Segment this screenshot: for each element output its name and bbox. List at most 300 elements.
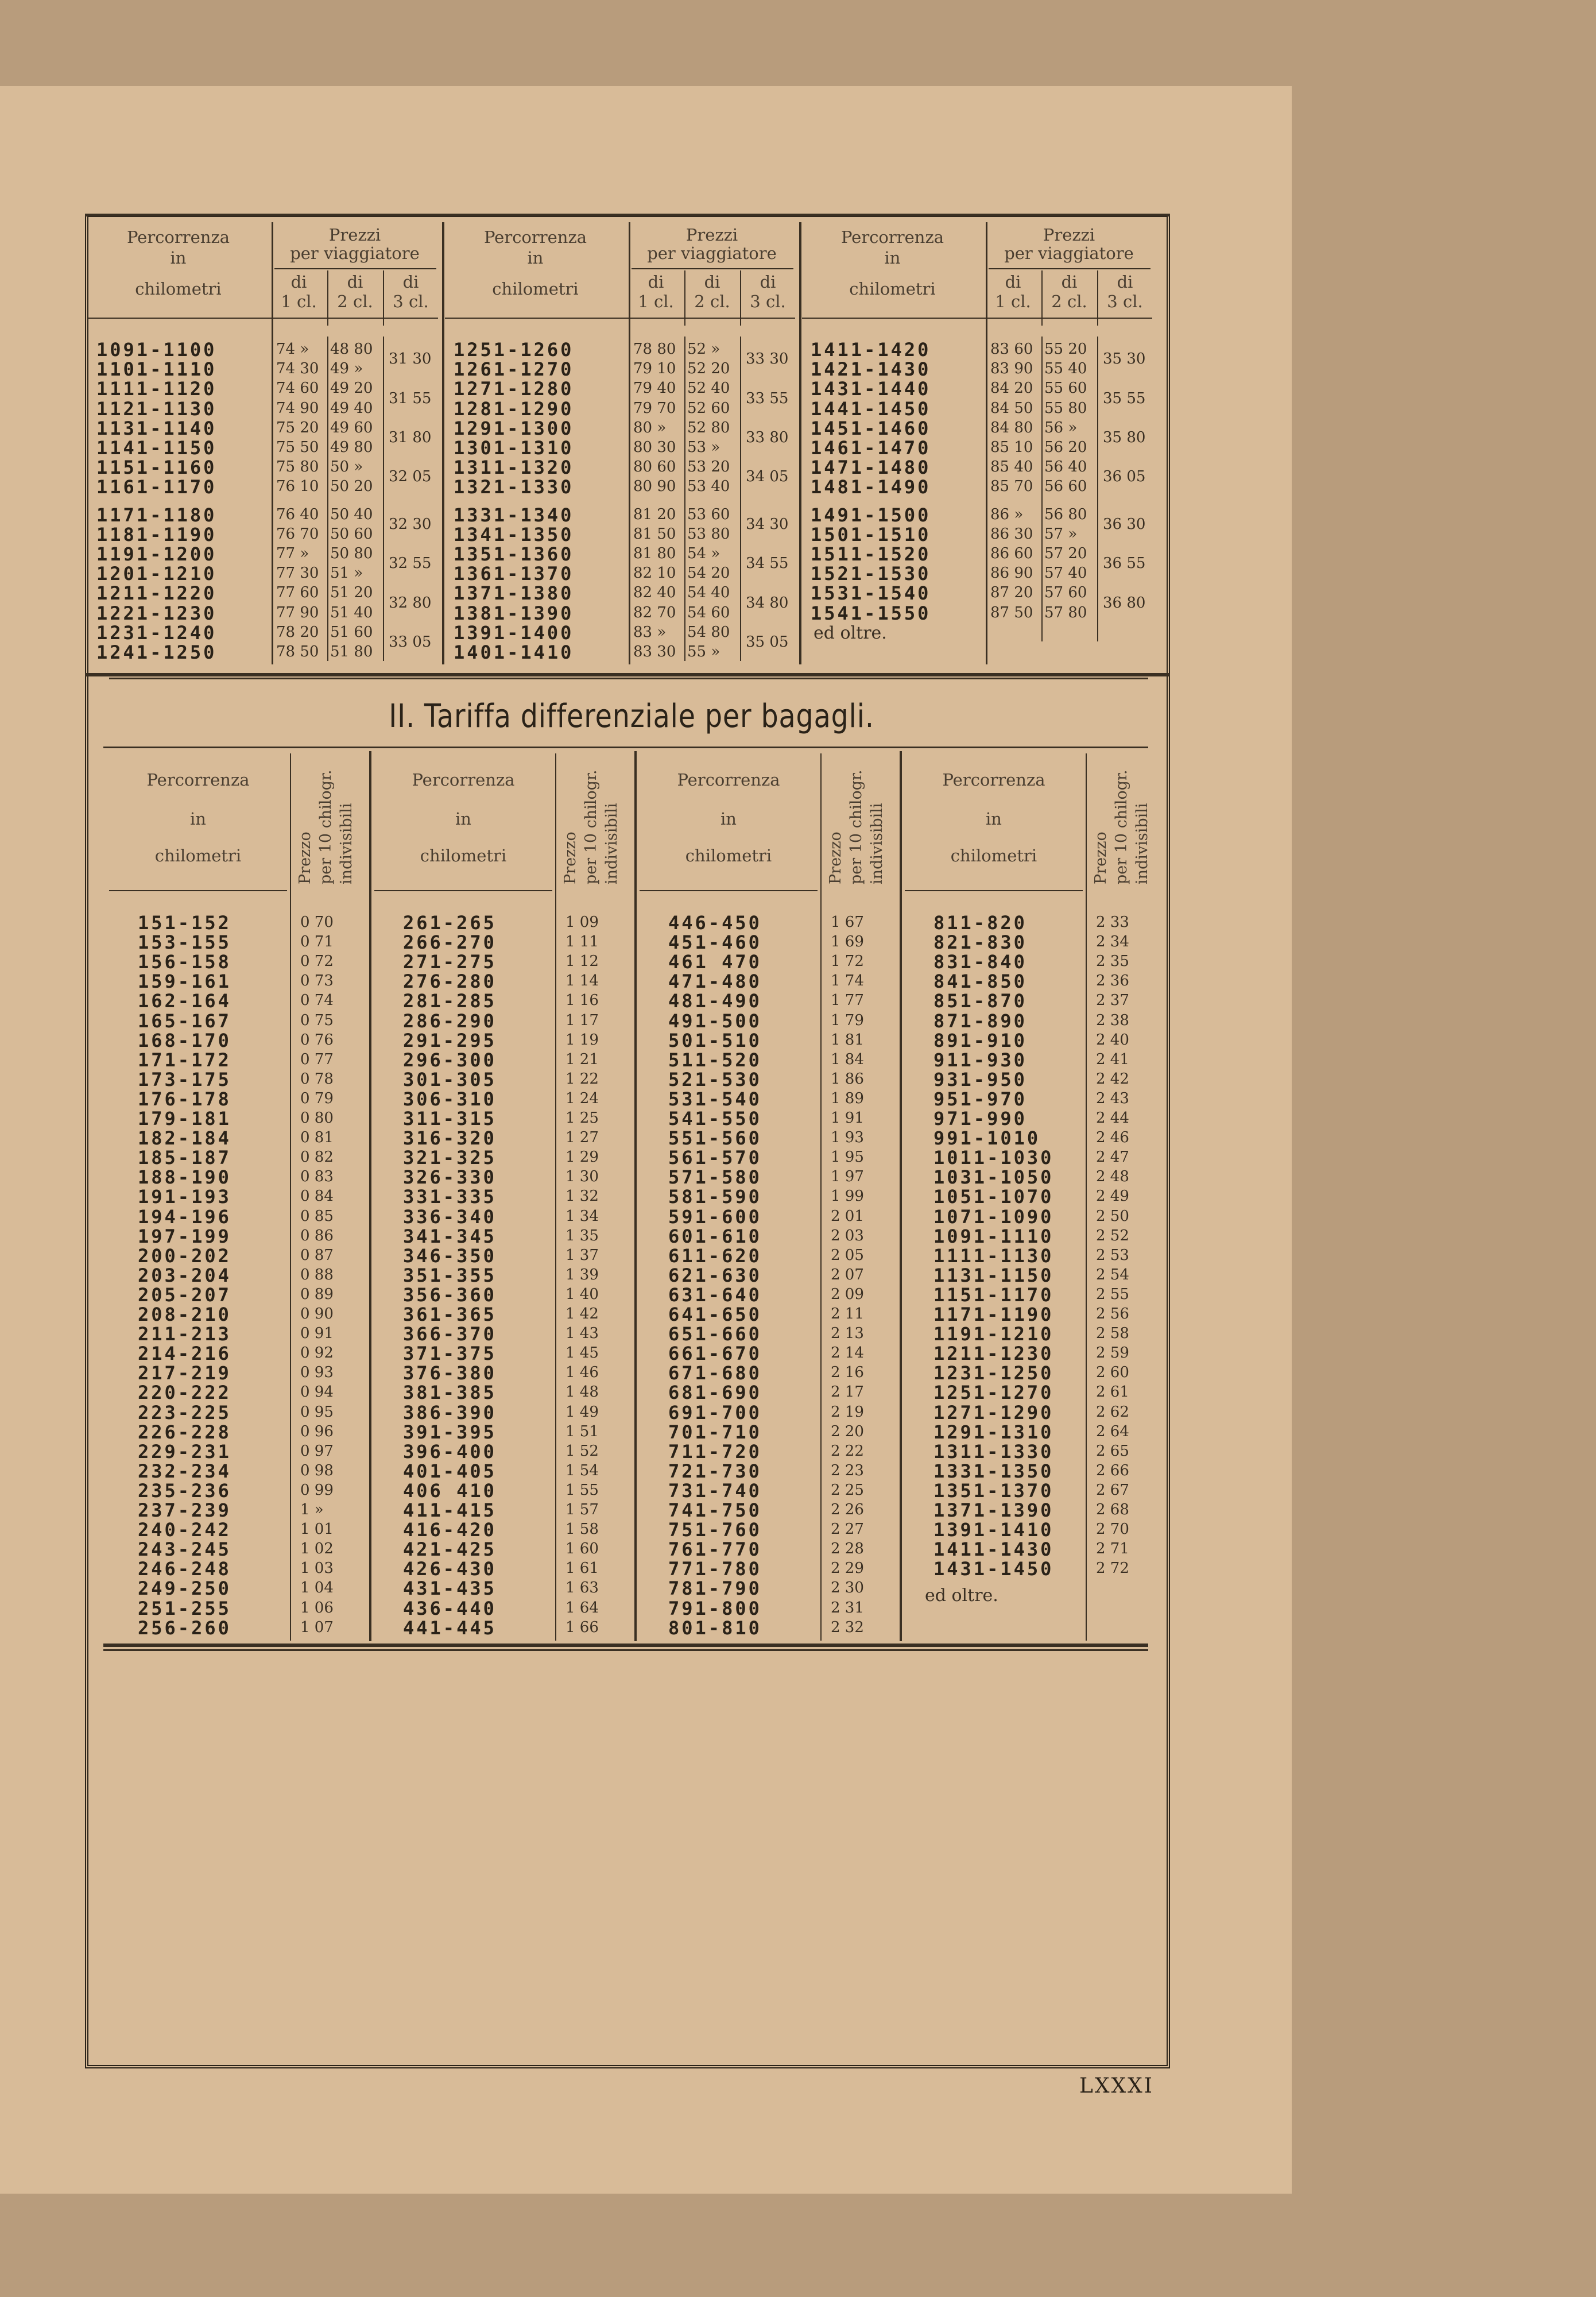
row-km-range: 1211-1220 bbox=[96, 582, 217, 605]
row-price: 2 29 bbox=[831, 1560, 864, 1577]
row-price-1cl: 77 » bbox=[276, 545, 309, 562]
row-price-1cl: 80 30 bbox=[633, 439, 676, 456]
row-price: 2 53 bbox=[1096, 1246, 1129, 1264]
row-price: 1 43 bbox=[565, 1325, 599, 1343]
row-price: 1 69 bbox=[831, 933, 864, 951]
row-price: 2 34 bbox=[1096, 933, 1129, 951]
row-price-3cl: 31 80 bbox=[389, 428, 432, 446]
row-km-range: 1261-1270 bbox=[454, 358, 574, 381]
row-km-range: 651-660 bbox=[668, 1323, 762, 1345]
row-price-1cl: 77 30 bbox=[276, 564, 319, 582]
row-price-3cl: 36 05 bbox=[1103, 468, 1146, 486]
row-price-2cl: 50 80 bbox=[330, 545, 373, 562]
row-price: 0 98 bbox=[300, 1461, 334, 1479]
row-price: 2 43 bbox=[1096, 1089, 1129, 1107]
row-price: 2 62 bbox=[1096, 1403, 1129, 1421]
header-in: in bbox=[884, 248, 901, 268]
row-km-range: 316-320 bbox=[403, 1127, 497, 1150]
row-price-2cl: 49 80 bbox=[330, 439, 373, 456]
row-km-range: 406 410 bbox=[403, 1479, 497, 1502]
row-price-1cl: 83 » bbox=[633, 623, 667, 641]
row-price-2cl: 52 40 bbox=[687, 380, 730, 397]
row-km-range: 1391-1400 bbox=[454, 621, 574, 644]
row-km-range: 521-530 bbox=[668, 1068, 762, 1091]
row-km-range: 256-260 bbox=[138, 1617, 231, 1639]
row-km-range: 1491-1500 bbox=[811, 504, 931, 526]
row-price-1cl: 84 50 bbox=[990, 399, 1033, 417]
row-price-2cl: 54 » bbox=[687, 545, 720, 562]
row-price: 0 96 bbox=[300, 1422, 334, 1440]
row-km-range: 591-600 bbox=[668, 1205, 762, 1228]
row-km-range: 1131-1150 bbox=[933, 1264, 1054, 1286]
header-di: di bbox=[704, 272, 720, 292]
header-class-3: 3 cl. bbox=[1107, 292, 1143, 311]
row-price: 1 91 bbox=[831, 1109, 864, 1127]
row-km-range: 1501-1510 bbox=[811, 523, 931, 546]
row-price: 0 82 bbox=[300, 1148, 334, 1166]
row-price: 2 11 bbox=[831, 1305, 864, 1322]
row-km-range: 1311-1330 bbox=[933, 1440, 1054, 1463]
row-km-range: 1111-1120 bbox=[96, 378, 217, 400]
row-price: 1 72 bbox=[831, 953, 864, 970]
row-price: 1 84 bbox=[831, 1050, 864, 1068]
header-per-10-chilogr: per 10 chilogr. bbox=[847, 769, 865, 884]
row-price: 1 67 bbox=[831, 914, 864, 931]
row-price-1cl: 84 80 bbox=[990, 419, 1033, 436]
row-price-2cl: 49 40 bbox=[330, 399, 373, 417]
row-km-range: 165-167 bbox=[138, 1010, 231, 1032]
row-km-range: 781-790 bbox=[668, 1577, 762, 1600]
row-km-range: 471-480 bbox=[668, 970, 762, 993]
row-km-range: 1291-1300 bbox=[454, 417, 574, 439]
row-km-range: 276-280 bbox=[403, 970, 497, 993]
block-divider bbox=[900, 751, 902, 1641]
row-price-3cl: 36 80 bbox=[1103, 594, 1146, 612]
row-price: 1 52 bbox=[565, 1442, 599, 1460]
row-price-3cl: 34 55 bbox=[746, 555, 789, 573]
header-di: di bbox=[1005, 272, 1021, 292]
row-price: 1 25 bbox=[565, 1109, 599, 1127]
row-price: 2 55 bbox=[1096, 1285, 1129, 1303]
header-prezzi: Prezzi bbox=[328, 225, 381, 245]
header-di: di bbox=[402, 272, 419, 292]
row-km-range: 1181-1190 bbox=[96, 523, 217, 546]
header-per-10-chilogr: per 10 chilogr. bbox=[317, 769, 335, 884]
row-price: 1 34 bbox=[565, 1207, 599, 1225]
row-km-range: 366-370 bbox=[403, 1323, 497, 1345]
row-price-1cl: 86 30 bbox=[990, 525, 1033, 543]
row-price: 2 72 bbox=[1096, 1560, 1129, 1577]
row-price: 2 44 bbox=[1096, 1109, 1129, 1127]
row-km-range: 1231-1240 bbox=[96, 621, 217, 644]
row-price-2cl: 56 80 bbox=[1044, 505, 1087, 523]
row-price: 2 41 bbox=[1096, 1050, 1129, 1068]
row-price: 2 66 bbox=[1096, 1461, 1129, 1479]
row-price-2cl: 54 60 bbox=[687, 604, 730, 621]
row-km-range: 441-445 bbox=[403, 1617, 497, 1639]
row-price: 1 21 bbox=[565, 1050, 599, 1068]
row-price: 0 74 bbox=[300, 992, 334, 1010]
row-km-range: 1091-1110 bbox=[933, 1225, 1054, 1247]
row-price-1cl: 78 50 bbox=[276, 643, 319, 660]
row-price: 2 20 bbox=[831, 1422, 864, 1440]
row-price-1cl: 78 20 bbox=[276, 623, 319, 641]
row-price-1cl: 74 60 bbox=[276, 380, 319, 397]
row-km-range: 1321-1330 bbox=[454, 476, 574, 498]
row-km-range: 911-930 bbox=[933, 1049, 1027, 1071]
row-km-range: 1091-1100 bbox=[96, 339, 217, 361]
row-km-range: 811-820 bbox=[933, 912, 1027, 934]
row-km-range: 411-415 bbox=[403, 1499, 497, 1521]
header-indivisibili: indivisibili bbox=[603, 803, 621, 884]
row-km-range: 761-770 bbox=[668, 1538, 762, 1561]
row-price: 0 77 bbox=[300, 1050, 334, 1068]
row-km-range: 581-590 bbox=[668, 1186, 762, 1208]
header-per-10-chilogr: per 10 chilogr. bbox=[582, 769, 600, 884]
row-price: 1 79 bbox=[831, 1011, 864, 1029]
row-km-range: 621-630 bbox=[668, 1264, 762, 1286]
row-km-range: 1301-1310 bbox=[454, 437, 574, 459]
row-km-range: 311-315 bbox=[403, 1108, 497, 1130]
row-price: 2 07 bbox=[831, 1266, 864, 1283]
header-prezzi: Prezzi bbox=[1043, 225, 1095, 245]
row-km-range: 1331-1340 bbox=[454, 504, 574, 526]
row-price: 2 59 bbox=[1096, 1344, 1129, 1362]
row-price: 2 68 bbox=[1096, 1501, 1129, 1518]
row-price: 2 35 bbox=[1096, 953, 1129, 970]
row-price-1cl: 74 90 bbox=[276, 399, 319, 417]
header-di: di bbox=[760, 272, 776, 292]
row-km-range: 551-560 bbox=[668, 1127, 762, 1150]
row-price-2cl: 52 80 bbox=[687, 419, 730, 436]
row-price: 2 58 bbox=[1096, 1325, 1129, 1343]
header-chilometri: chilometri bbox=[135, 279, 222, 299]
row-price-3cl: 35 30 bbox=[1103, 350, 1146, 368]
row-price: 1 64 bbox=[565, 1599, 599, 1617]
row-km-range: 286-290 bbox=[403, 1010, 497, 1032]
header-bottom-rule bbox=[905, 890, 1083, 891]
page-number: LXXXI bbox=[1079, 2074, 1155, 2098]
row-price-2cl: 51 » bbox=[330, 564, 363, 582]
row-price: 2 46 bbox=[1096, 1129, 1129, 1147]
row-price: 1 40 bbox=[565, 1285, 599, 1303]
row-price-2cl: 55 60 bbox=[1044, 380, 1087, 397]
row-km-range: 261-265 bbox=[403, 912, 497, 934]
row-price-1cl: 75 80 bbox=[276, 458, 319, 476]
row-km-range: 151-152 bbox=[138, 912, 231, 934]
row-km-range: 871-890 bbox=[933, 1010, 1027, 1032]
row-km-range: 232-234 bbox=[138, 1460, 231, 1482]
row-km-range: 1441-1450 bbox=[811, 397, 931, 420]
header-percorrenza: Percorrenza bbox=[483, 227, 587, 247]
row-km-range: 511-520 bbox=[668, 1049, 762, 1071]
row-km-range: 171-172 bbox=[138, 1049, 231, 1071]
row-price: 0 79 bbox=[300, 1089, 334, 1107]
row-ed-oltre: ed oltre. bbox=[925, 1586, 998, 1606]
row-price-1cl: 76 40 bbox=[276, 505, 319, 523]
row-price-2cl: 52 20 bbox=[687, 360, 730, 378]
row-price: 2 40 bbox=[1096, 1031, 1129, 1049]
header-di: di bbox=[1061, 272, 1078, 292]
row-price: 1 29 bbox=[565, 1148, 599, 1166]
row-price: 1 04 bbox=[300, 1579, 334, 1597]
row-km-range: 391-395 bbox=[403, 1421, 497, 1443]
row-km-range: 451-460 bbox=[668, 931, 762, 954]
row-price: 1 66 bbox=[565, 1618, 599, 1636]
header-di: di bbox=[290, 272, 307, 292]
row-km-range: 229-231 bbox=[138, 1440, 231, 1463]
row-price-1cl: 82 10 bbox=[633, 564, 676, 582]
row-price: 2 60 bbox=[1096, 1364, 1129, 1382]
row-price: 0 83 bbox=[300, 1168, 334, 1186]
row-price: 2 27 bbox=[831, 1521, 864, 1538]
row-price: 1 07 bbox=[300, 1618, 334, 1636]
row-km-range: 1411-1430 bbox=[933, 1538, 1054, 1561]
row-price: 2 28 bbox=[831, 1540, 864, 1558]
row-price: 0 78 bbox=[300, 1070, 334, 1088]
row-km-range: 691-700 bbox=[668, 1401, 762, 1424]
row-km-range: 1341-1350 bbox=[454, 523, 574, 546]
row-km-range: 971-990 bbox=[933, 1108, 1027, 1130]
row-price: 0 92 bbox=[300, 1344, 334, 1362]
row-price-2cl: 55 » bbox=[687, 643, 720, 660]
row-km-range: 205-207 bbox=[138, 1283, 231, 1306]
row-price: 2 65 bbox=[1096, 1442, 1129, 1460]
row-km-range: 191-193 bbox=[138, 1186, 231, 1208]
header-in: in bbox=[986, 809, 1002, 829]
row-km-range: 1391-1410 bbox=[933, 1519, 1054, 1541]
row-price-2cl: 56 » bbox=[1044, 419, 1078, 436]
row-price-2cl: 51 60 bbox=[330, 623, 373, 641]
row-km-range: 235-236 bbox=[138, 1479, 231, 1502]
row-price: 0 93 bbox=[300, 1364, 334, 1382]
header-class-1: 1 cl. bbox=[995, 292, 1031, 311]
row-km-range: 801-810 bbox=[668, 1617, 762, 1639]
header-di: di bbox=[648, 272, 664, 292]
row-price: 1 17 bbox=[565, 1011, 599, 1029]
row-price-2cl: 54 40 bbox=[687, 584, 730, 602]
row-price: 2 50 bbox=[1096, 1207, 1129, 1225]
row-km-range: 1361-1370 bbox=[454, 563, 574, 585]
row-km-range: 1451-1460 bbox=[811, 417, 931, 439]
row-price-1cl: 87 20 bbox=[990, 584, 1033, 602]
row-price: 0 76 bbox=[300, 1031, 334, 1049]
row-km-range: 243-245 bbox=[138, 1538, 231, 1561]
row-price-2cl: 52 » bbox=[687, 341, 720, 358]
header-chilometri: chilometri bbox=[950, 846, 1037, 865]
row-km-range: 601-610 bbox=[668, 1225, 762, 1247]
row-price-1cl: 83 30 bbox=[633, 643, 676, 660]
row-km-range: 226-228 bbox=[138, 1421, 231, 1443]
row-km-range: 376-380 bbox=[403, 1362, 497, 1385]
row-price-1cl: 85 10 bbox=[990, 439, 1033, 456]
row-price-3cl: 35 80 bbox=[1103, 428, 1146, 446]
row-price: 1 86 bbox=[831, 1070, 864, 1088]
row-km-range: 841-850 bbox=[933, 970, 1027, 993]
row-price-2cl: 51 20 bbox=[330, 584, 373, 602]
row-km-range: 203-204 bbox=[138, 1264, 231, 1286]
row-price: 0 85 bbox=[300, 1207, 334, 1225]
row-km-range: 1131-1140 bbox=[96, 417, 217, 439]
row-price: 2 48 bbox=[1096, 1168, 1129, 1186]
row-price-1cl: 83 60 bbox=[990, 341, 1033, 358]
row-km-range: 246-248 bbox=[138, 1558, 231, 1580]
row-price: 1 51 bbox=[565, 1422, 599, 1440]
row-price: 1 55 bbox=[565, 1481, 599, 1499]
header-bottom-rule bbox=[374, 890, 552, 891]
row-price: 2 31 bbox=[831, 1599, 864, 1617]
row-price: 1 37 bbox=[565, 1246, 599, 1264]
row-price: 1 46 bbox=[565, 1364, 599, 1382]
row-price: 2 09 bbox=[831, 1285, 864, 1303]
header-class-1: 1 cl. bbox=[281, 292, 317, 311]
row-km-range: 481-490 bbox=[668, 990, 762, 1012]
header-chilometri: chilometri bbox=[420, 846, 507, 865]
row-price-1cl: 77 60 bbox=[276, 584, 319, 602]
row-km-range: 851-870 bbox=[933, 990, 1027, 1012]
row-price-2cl: 57 80 bbox=[1044, 604, 1087, 621]
row-km-range: 741-750 bbox=[668, 1499, 762, 1521]
header-percorrenza: Percorrenza bbox=[126, 227, 230, 247]
row-km-range: 531-540 bbox=[668, 1088, 762, 1110]
row-price: 2 52 bbox=[1096, 1227, 1129, 1244]
row-price-1cl: 76 10 bbox=[276, 478, 319, 496]
row-price-3cl: 31 55 bbox=[389, 389, 432, 407]
row-km-range: 1531-1540 bbox=[811, 582, 931, 605]
row-price-3cl: 34 80 bbox=[746, 594, 789, 612]
row-km-range: 1191-1200 bbox=[96, 543, 217, 565]
row-price-3cl: 34 30 bbox=[746, 515, 789, 533]
header-percorrenza: Percorrenza bbox=[840, 227, 944, 247]
row-price: 1 » bbox=[300, 1501, 324, 1518]
row-price-1cl: 83 90 bbox=[990, 360, 1033, 378]
row-price-1cl: 74 30 bbox=[276, 360, 319, 378]
row-price: 1 14 bbox=[565, 972, 599, 990]
row-price-2cl: 56 40 bbox=[1044, 458, 1087, 476]
row-km-range: 217-219 bbox=[138, 1362, 231, 1385]
header-di: di bbox=[1117, 272, 1133, 292]
row-price-1cl: 84 20 bbox=[990, 380, 1033, 397]
row-km-range: 386-390 bbox=[403, 1401, 497, 1424]
row-price: 1 42 bbox=[565, 1305, 599, 1322]
row-km-range: 1271-1290 bbox=[933, 1401, 1054, 1424]
row-km-range: 356-360 bbox=[403, 1283, 497, 1306]
row-price: 2 38 bbox=[1096, 1011, 1129, 1029]
row-km-range: 336-340 bbox=[403, 1205, 497, 1228]
row-km-range: 446-450 bbox=[668, 912, 762, 934]
row-km-range: 159-161 bbox=[138, 970, 231, 993]
row-price: 1 06 bbox=[300, 1599, 334, 1617]
row-km-range: 371-375 bbox=[403, 1343, 497, 1365]
row-price-2cl: 55 40 bbox=[1044, 360, 1087, 378]
row-price: 1 60 bbox=[565, 1540, 599, 1558]
row-km-range: 991-1010 bbox=[933, 1127, 1041, 1150]
row-km-range: 1371-1380 bbox=[454, 582, 574, 605]
row-km-range: 223-225 bbox=[138, 1401, 231, 1424]
row-price: 0 71 bbox=[300, 933, 334, 951]
header-per-viaggiatore: per viaggiatore bbox=[1004, 243, 1134, 263]
header-in: in bbox=[170, 248, 187, 268]
row-km-range: 771-780 bbox=[668, 1558, 762, 1580]
row-price: 1 12 bbox=[565, 953, 599, 970]
row-km-range: 831-840 bbox=[933, 951, 1027, 973]
row-price-1cl: 87 50 bbox=[990, 604, 1033, 621]
header-indivisibili: indivisibili bbox=[338, 803, 355, 884]
header-percorrenza: Percorrenza bbox=[677, 770, 780, 790]
header-prezzo: Prezzo bbox=[561, 832, 579, 884]
row-price-3cl: 31 30 bbox=[389, 350, 432, 368]
row-price: 0 73 bbox=[300, 972, 334, 990]
header-chilometri: chilometri bbox=[154, 846, 242, 865]
row-price-3cl: 32 80 bbox=[389, 594, 432, 612]
header-indivisibili: indivisibili bbox=[1133, 803, 1151, 884]
row-price-3cl: 34 05 bbox=[746, 468, 789, 486]
row-km-range: 1401-1410 bbox=[454, 641, 574, 663]
row-price: 1 22 bbox=[565, 1070, 599, 1088]
row-km-range: 396-400 bbox=[403, 1440, 497, 1463]
row-km-range: 296-300 bbox=[403, 1049, 497, 1071]
row-price: 2 54 bbox=[1096, 1266, 1129, 1283]
row-price: 2 33 bbox=[1096, 914, 1129, 931]
row-km-range: 501-510 bbox=[668, 1029, 762, 1051]
row-price-2cl: 52 60 bbox=[687, 399, 730, 417]
row-km-range: 331-335 bbox=[403, 1186, 497, 1208]
row-km-range: 491-500 bbox=[668, 1010, 762, 1032]
row-km-range: 1461-1470 bbox=[811, 437, 931, 459]
row-km-range: 671-680 bbox=[668, 1362, 762, 1385]
row-km-range: 182-184 bbox=[138, 1127, 231, 1150]
row-price: 1 09 bbox=[565, 914, 599, 931]
row-km-range: 416-420 bbox=[403, 1519, 497, 1541]
row-km-range: 1411-1420 bbox=[811, 339, 931, 361]
row-price-1cl: 86 90 bbox=[990, 564, 1033, 582]
row-price-2cl: 53 80 bbox=[687, 525, 730, 543]
row-km-range: 701-710 bbox=[668, 1421, 762, 1443]
row-km-range: 271-275 bbox=[403, 951, 497, 973]
header-in: in bbox=[720, 809, 737, 829]
row-price-1cl: 77 90 bbox=[276, 604, 319, 621]
row-price: 1 54 bbox=[565, 1461, 599, 1479]
row-price: 0 94 bbox=[300, 1383, 334, 1401]
header-class-2: 2 cl. bbox=[694, 292, 730, 311]
row-price-2cl: 57 60 bbox=[1044, 584, 1087, 602]
row-price: 0 81 bbox=[300, 1129, 334, 1147]
row-km-range: 421-425 bbox=[403, 1538, 497, 1561]
row-km-range: 541-550 bbox=[668, 1108, 762, 1130]
column-divider bbox=[1086, 753, 1087, 1641]
row-km-range: 185-187 bbox=[138, 1147, 231, 1169]
row-km-range: 188-190 bbox=[138, 1166, 231, 1189]
row-price: 2 05 bbox=[831, 1246, 864, 1264]
row-km-range: 197-199 bbox=[138, 1225, 231, 1247]
row-price-1cl: 85 40 bbox=[990, 458, 1033, 476]
row-price: 0 70 bbox=[300, 914, 334, 931]
row-price-1cl: 79 10 bbox=[633, 360, 676, 378]
row-price: 2 22 bbox=[831, 1442, 864, 1460]
row-km-range: 1511-1520 bbox=[811, 543, 931, 565]
row-price-1cl: 76 70 bbox=[276, 525, 319, 543]
row-km-range: 1521-1530 bbox=[811, 563, 931, 585]
row-price-3cl: 35 55 bbox=[1103, 389, 1146, 407]
row-price-1cl: 78 80 bbox=[633, 341, 676, 358]
row-price-2cl: 56 20 bbox=[1044, 439, 1087, 456]
row-price-2cl: 49 20 bbox=[330, 380, 373, 397]
row-price-3cl: 33 05 bbox=[389, 633, 432, 651]
row-price: 2 71 bbox=[1096, 1540, 1129, 1558]
row-price-1cl: 75 20 bbox=[276, 419, 319, 436]
row-km-range: 179-181 bbox=[138, 1108, 231, 1130]
row-km-range: 1431-1450 bbox=[933, 1558, 1054, 1580]
